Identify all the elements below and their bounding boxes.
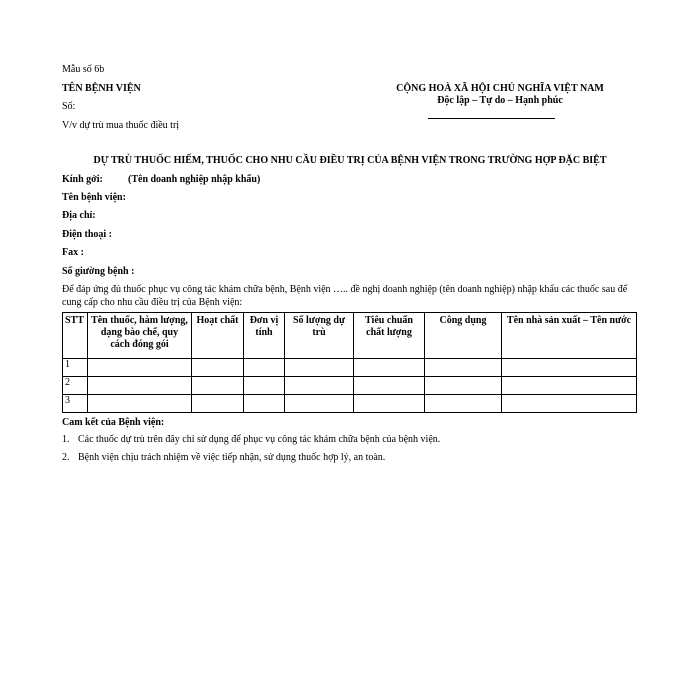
field-phone: Điện thoại :: [62, 229, 112, 240]
header-active-ingredient: Hoạt chất: [192, 313, 244, 359]
field-beds: Số giường bệnh :: [62, 266, 135, 277]
table-cell[interactable]: [285, 359, 354, 377]
header-manufacturer: Tên nhà sản xuất – Tên nước: [502, 313, 637, 359]
row-number: 2: [63, 377, 88, 395]
field-address: Địa chỉ:: [62, 210, 96, 221]
table-cell[interactable]: [88, 359, 192, 377]
commitment-item-1: [62, 434, 440, 446]
header-stt: STT: [63, 313, 88, 359]
commitment-item-2: [62, 452, 385, 464]
table-cell[interactable]: [244, 377, 285, 395]
row-number: 1: [63, 359, 88, 377]
table-cell[interactable]: [192, 359, 244, 377]
commitment-title: Cam kết của Bệnh viện:: [62, 417, 165, 428]
table-cell[interactable]: [425, 377, 502, 395]
table-cell[interactable]: [285, 395, 354, 413]
field-fax: Fax :: [62, 247, 84, 258]
header-drug-name: Tên thuốc, hàm lượng, dạng bào chế, quy cách đóng gói: [88, 313, 192, 359]
table-row: [63, 395, 637, 413]
table-cell[interactable]: [88, 377, 192, 395]
drug-request-table: [62, 312, 637, 413]
list-item-text: Bệnh viện chịu trách nhiệm về việc tiếp nhận, sử dụng thuốc hợp lý, an toàn.: [78, 452, 386, 463]
table-header-row: [63, 313, 637, 359]
list-item-text: Các thuốc dự trù trên đây chỉ sử dụng để phục vụ công tác khám chữa bệnh của bệnh viện.: [78, 434, 441, 445]
header-quality-standard: Tiêu chuẩn chất lượng: [354, 313, 425, 359]
document-number: Số:: [62, 101, 76, 112]
table-cell[interactable]: [244, 359, 285, 377]
table-cell[interactable]: [425, 359, 502, 377]
table-cell[interactable]: [354, 395, 425, 413]
table-cell[interactable]: [285, 377, 354, 395]
table-cell[interactable]: [502, 359, 637, 377]
national-motto: Độc lập – Tự do – Hạnh phúc: [437, 95, 563, 106]
table-cell[interactable]: [88, 395, 192, 413]
recipient-value: (Tên doanh nghiệp nhập khẩu): [128, 174, 261, 185]
list-number: 1.: [62, 434, 70, 445]
header-quantity: Số lượng dự trù: [285, 313, 354, 359]
table-cell[interactable]: [502, 395, 637, 413]
table-cell[interactable]: [354, 377, 425, 395]
form-code: Mẫu số 6b: [62, 64, 105, 75]
country-name: CỘNG HOÀ XÃ HỘI CHỦ NGHĨA VIỆT NAM: [396, 83, 604, 94]
document-subject: V/v dự trù mua thuốc điều trị: [62, 120, 180, 131]
document-title: DỰ TRÙ THUỐC HIẾM, THUỐC CHO NHU CẦU ĐIỀU TRỊ CỦA BỆNH VIỆN TRONG TRƯỜNG HỢP ĐẶC BIỆT: [93, 155, 607, 166]
header-unit: Đơn vị tính: [244, 313, 285, 359]
field-hospital: Tên bệnh viện:: [62, 192, 126, 203]
table-row: [63, 377, 637, 395]
table-cell[interactable]: [502, 377, 637, 395]
row-number: 3: [63, 395, 88, 413]
table-cell[interactable]: [354, 359, 425, 377]
table-cell[interactable]: [244, 395, 285, 413]
hospital-name: TÊN BỆNH VIỆN: [62, 83, 141, 94]
recipient-label: Kính gởi:: [62, 174, 103, 185]
list-number: 2.: [62, 452, 70, 463]
header-usage: Công dụng: [425, 313, 502, 359]
table-cell[interactable]: [192, 377, 244, 395]
table-cell[interactable]: [425, 395, 502, 413]
motto-underline: [428, 118, 555, 119]
intro-paragraph: Để đáp ứng đủ thuốc phục vụ công tác khám chữa bệnh, Bệnh viện ….. đề nghị doanh nghiệp (tên doanh nghiệp) nhập khẩu các thuốc sau để cung cấp cho nhu cầu điều trị của Bệnh viện:: [62, 284, 628, 308]
table-row: [63, 359, 637, 377]
table-cell[interactable]: [192, 395, 244, 413]
